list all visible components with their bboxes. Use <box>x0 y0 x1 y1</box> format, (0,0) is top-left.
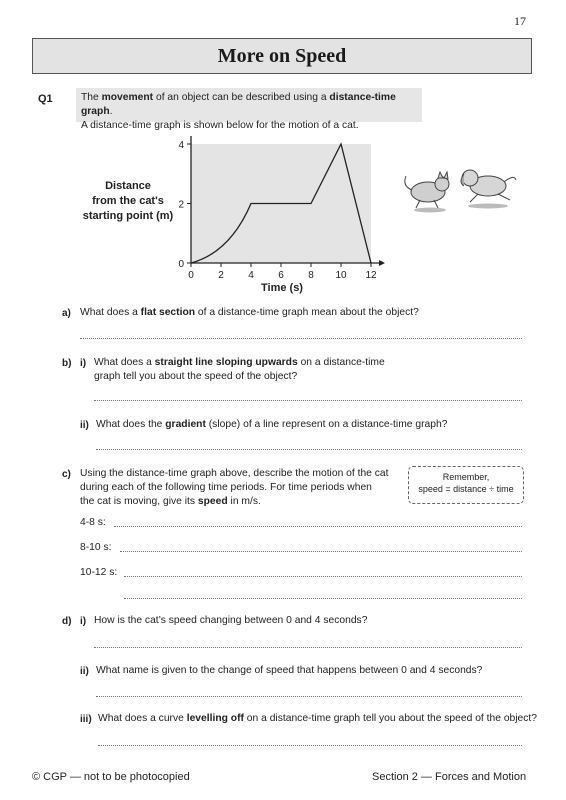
chart-xlabel: Time (s) <box>261 282 303 294</box>
answer-line[interactable] <box>96 449 522 450</box>
question-d-i-text: How is the cat’s speed changing between 0 and 4 seconds? <box>94 615 368 626</box>
distance-time-chart <box>170 130 400 300</box>
answer-line[interactable] <box>80 338 522 339</box>
question-b-ii-text: What does the gradient (slope) of a line represent on a distance-time graph? <box>96 419 448 430</box>
period-label: 8-10 s: <box>80 542 112 553</box>
y-tick-label: 2 <box>178 199 184 211</box>
x-tick-label: 4 <box>248 270 254 281</box>
question-a-text: What does a flat section of a distance-time graph mean about the object? <box>80 307 419 318</box>
title-banner <box>32 38 532 74</box>
answer-line[interactable] <box>114 526 522 527</box>
footer-section: Section 2 — Forces and Motion <box>372 771 527 783</box>
subpart-label: i) <box>80 358 87 369</box>
subpart-label: i) <box>80 616 87 627</box>
subpart-label: ii) <box>80 420 89 431</box>
period-label: 4-8 s: <box>80 517 106 528</box>
x-tick-label: 0 <box>188 270 194 281</box>
question-d-iii-text: What does a curve levelling off on a distance-time graph tell you about the speed of the object? <box>98 713 538 724</box>
dog-shadow <box>468 204 508 209</box>
remember-tip: Remember, speed = distance ÷ time <box>408 466 524 504</box>
dog-icon <box>461 170 516 202</box>
question-b-i-text: What does a straight line sloping upwards on a distance-time graph tell you about the speed of the object? <box>94 357 385 382</box>
question-number: Q1 <box>38 93 53 105</box>
answer-line[interactable] <box>98 745 522 746</box>
answer-line[interactable] <box>124 598 522 599</box>
answer-line[interactable] <box>94 647 522 648</box>
page-number: 17 <box>514 14 526 28</box>
answer-line[interactable] <box>124 576 522 577</box>
footer-copyright: © CGP — not to be photocopied <box>32 771 190 783</box>
ylabel-line: Distance <box>105 180 151 192</box>
answer-line[interactable] <box>96 696 522 697</box>
chart-ylabel <box>74 179 182 224</box>
part-label: c) <box>62 469 71 480</box>
x-tick-label: 6 <box>278 270 284 281</box>
part-label: a) <box>62 308 71 319</box>
x-tick-label: 8 <box>308 270 314 281</box>
x-tick-label: 10 <box>335 270 347 281</box>
question-d-ii-text: What name is given to the change of speed that happens between 0 and 4 seconds? <box>96 665 483 676</box>
x-tick-label: 2 <box>218 270 224 281</box>
cat-shadow <box>414 208 446 213</box>
y-tick-label: 4 <box>178 140 184 151</box>
y-tick-label: 0 <box>178 259 184 270</box>
cat-icon <box>405 172 449 208</box>
answer-line[interactable] <box>94 400 522 401</box>
subpart-label: ii) <box>80 666 89 677</box>
ylabel-line: starting point (m) <box>82 210 174 222</box>
x-axis-arrow <box>379 260 385 266</box>
question-intro: The movement of an object can be described using a distance-time graph. A distance-time graph is shown below for the motion of a cat. <box>76 88 422 122</box>
x-tick-label: 12 <box>365 270 377 281</box>
subpart-label: iii) <box>80 714 92 725</box>
cat-and-dog-illustration <box>398 160 522 220</box>
ylabel-line: from the cat's <box>92 195 164 207</box>
page-title: More on Speed <box>217 44 347 67</box>
part-label: d) <box>62 616 72 627</box>
period-label: 10-12 s: <box>80 567 118 578</box>
part-label: b) <box>62 358 72 369</box>
question-c-text: Using the distance-time graph above, describe the motion of the cat during each of the following time periods. For time periods when the cat is moving, give its speed in m/s. <box>80 468 389 507</box>
answer-line[interactable] <box>120 551 522 552</box>
